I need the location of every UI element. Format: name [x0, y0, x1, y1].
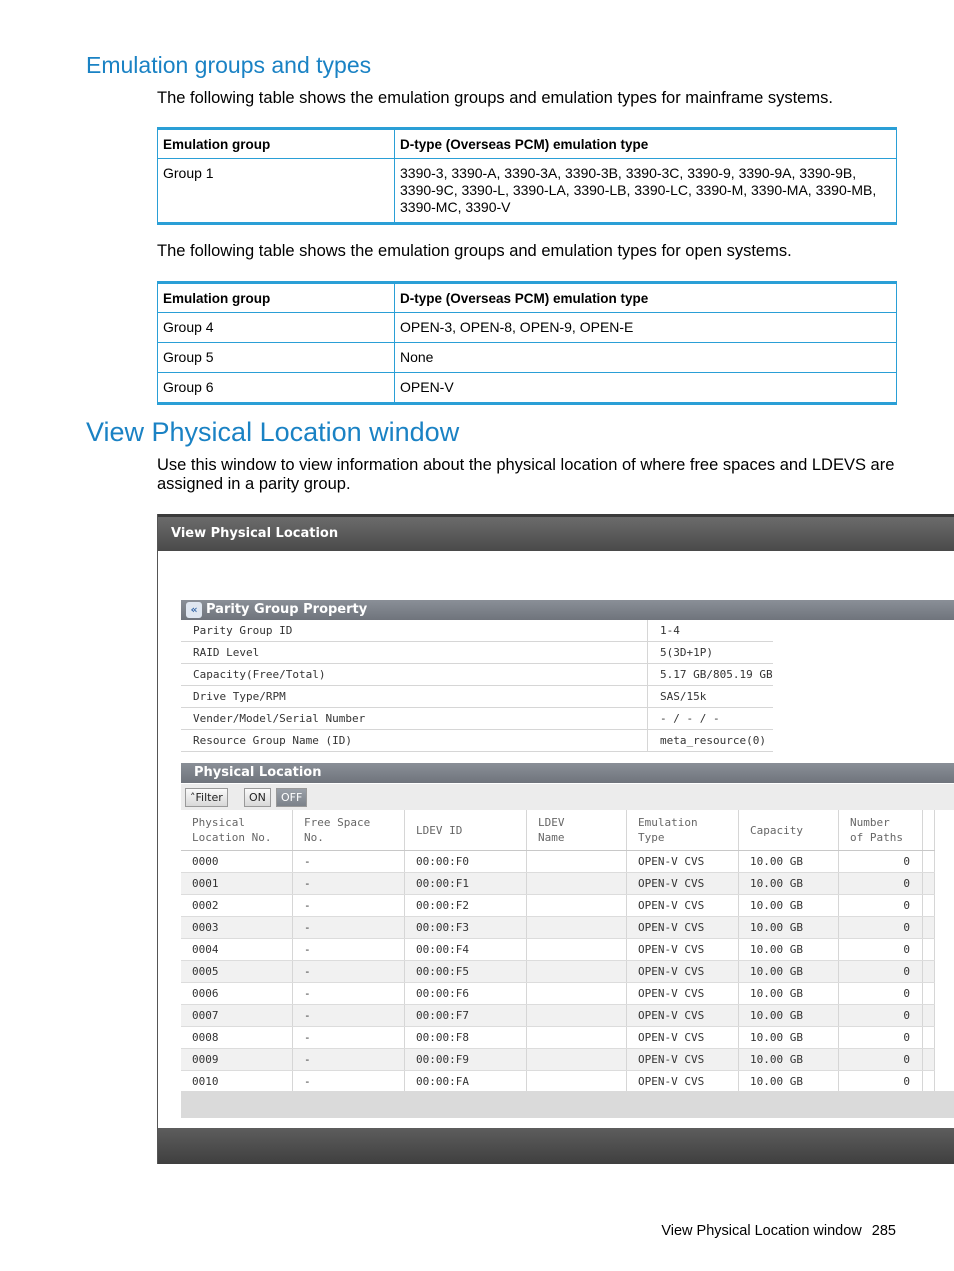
column-header[interactable]: LDEV Name: [527, 810, 627, 851]
table-cell: 0: [839, 895, 923, 917]
column-header[interactable]: Free Space No.: [293, 810, 405, 851]
table-cell: [527, 961, 627, 983]
property-row: [181, 642, 773, 664]
filter-button[interactable]: ˄Filter: [185, 788, 228, 807]
table-cell: 10.00 GB: [739, 917, 839, 939]
column-header[interactable]: Capacity: [739, 810, 839, 851]
open-emulation-table: [157, 281, 897, 405]
table-cell: -: [293, 1049, 405, 1071]
table-cell: 0007: [181, 1005, 293, 1027]
table-cell-filler: [923, 1049, 935, 1071]
table-cell-filler: [923, 873, 935, 895]
table-row[interactable]: [181, 851, 935, 873]
table-cell: OPEN-V CVS: [627, 939, 739, 961]
table-cell: -: [293, 983, 405, 1005]
property-label: Resource Group Name (ID): [181, 730, 648, 752]
physical-location-header: [181, 763, 954, 783]
table-cell: [527, 1005, 627, 1027]
table-cell-filler: [923, 851, 935, 873]
table-cell: [527, 1027, 627, 1049]
table-cell: 0: [839, 939, 923, 961]
page-number: 285: [871, 1223, 896, 1239]
table-cell: [527, 1071, 627, 1093]
table-cell: 0: [839, 983, 923, 1005]
property-label: Drive Type/RPM: [181, 686, 648, 708]
table-cell: 00:00:F3: [405, 917, 527, 939]
property-value: 5.17 GB/805.19 GB: [648, 664, 773, 686]
table-cell: OPEN-V CVS: [627, 1071, 739, 1093]
table-cell: -: [293, 873, 405, 895]
property-value: meta_resource(0): [648, 730, 773, 752]
table-cell: 0: [839, 873, 923, 895]
parity-group-property-table: [181, 620, 773, 752]
table-cell-filler: [923, 939, 935, 961]
table-cell: 0: [839, 961, 923, 983]
table-cell: 0: [839, 851, 923, 873]
table-cell: 00:00:F7: [405, 1005, 527, 1027]
table-cell: 00:00:F6: [405, 983, 527, 1005]
table-cell: OPEN-V CVS: [627, 1005, 739, 1027]
table-cell-filler: [923, 917, 935, 939]
table-cell: 10.00 GB: [739, 1027, 839, 1049]
property-row: [181, 664, 773, 686]
mainframe-intro: The following table shows the emulation groups and emulation types for mainframe systems.: [157, 89, 833, 107]
property-label: Capacity(Free/Total): [181, 664, 648, 686]
property-label: RAID Level: [181, 642, 648, 664]
footer-title: View Physical Location window: [661, 1223, 862, 1239]
property-label: Parity Group ID: [181, 620, 648, 642]
table-cell: 0: [839, 1027, 923, 1049]
table-cell-filler: [923, 983, 935, 1005]
column-header[interactable]: LDEV ID: [405, 810, 527, 851]
table-cell: 0: [839, 1005, 923, 1027]
table-row[interactable]: [181, 983, 935, 1005]
table-header: D-type (Overseas PCM) emulation type: [395, 129, 897, 159]
table-cell-filler: [923, 1071, 935, 1093]
view-intro: Use this window to view information about the physical location of where free spaces and LDEVS are assigned in a parity group.: [157, 456, 895, 493]
column-filler: [923, 810, 935, 851]
table-cell: -: [293, 851, 405, 873]
table-cell: OPEN-V CVS: [627, 1049, 739, 1071]
table-cell: [527, 1049, 627, 1071]
column-header[interactable]: Physical Location No.: [181, 810, 293, 851]
table-cell: 00:00:F4: [405, 939, 527, 961]
table-row: Group 1 3390-3, 3390-A, 3390-3A, 3390-3B, 3390-3C, 3390-9, 3390-9A, 3390-9B, 3390-9C, 3390-L, 3390-LA, 3390-LB, 3390-LC, 3390-M, 3390-MA, 3390-MB, 3390-MC, 3390-V: [158, 159, 897, 224]
column-header[interactable]: Emulation Type: [627, 810, 739, 851]
property-row: [181, 620, 773, 642]
physical-location-table: [181, 810, 935, 1093]
section-title: Physical Location: [194, 765, 322, 780]
table-cell: 00:00:F1: [405, 873, 527, 895]
table-cell: 00:00:F8: [405, 1027, 527, 1049]
table-cell: 00:00:FA: [405, 1071, 527, 1093]
window-title: View Physical Location: [158, 514, 954, 551]
table-cell: [527, 983, 627, 1005]
table-cell: 0006: [181, 983, 293, 1005]
table-header: D-type (Overseas PCM) emulation type: [395, 283, 897, 313]
table-cell-filler: [923, 1005, 935, 1027]
table-cell-filler: [923, 961, 935, 983]
open-intro: The following table shows the emulation groups and emulation types for open systems.: [157, 242, 792, 260]
page-footer: [651, 1223, 896, 1239]
table-cell: [527, 917, 627, 939]
table-row[interactable]: [181, 873, 935, 895]
column-header[interactable]: Number of Paths: [839, 810, 923, 851]
table-cell: 10.00 GB: [739, 851, 839, 873]
table-row: Group 4 OPEN-3, OPEN-8, OPEN-9, OPEN-E: [158, 313, 897, 343]
table-row[interactable]: [181, 1005, 935, 1027]
property-label: Vender/Model/Serial Number: [181, 708, 648, 730]
table-cell: 10.00 GB: [739, 1049, 839, 1071]
table-cell: 0005: [181, 961, 293, 983]
table-cell: -: [293, 961, 405, 983]
property-value: 1-4: [648, 620, 773, 642]
table-cell: 0: [839, 1071, 923, 1093]
double-chevron-up-icon[interactable]: «: [186, 602, 202, 618]
table-cell: 0000: [181, 851, 293, 873]
table-cell: 0002: [181, 895, 293, 917]
table-cell: OPEN-V CVS: [627, 1027, 739, 1049]
table-cell: 0009: [181, 1049, 293, 1071]
table-cell: 0004: [181, 939, 293, 961]
window-footer-bar: [158, 1128, 954, 1164]
filter-on-button[interactable]: ON: [244, 788, 271, 807]
table-cell: 10.00 GB: [739, 939, 839, 961]
table-row[interactable]: [181, 1071, 935, 1093]
mainframe-emulation-table: [157, 127, 897, 225]
table-row[interactable]: [181, 961, 935, 983]
table-cell: 10.00 GB: [739, 961, 839, 983]
table-cell: -: [293, 1071, 405, 1093]
table-cell: OPEN-V CVS: [627, 895, 739, 917]
table-cell: -: [293, 939, 405, 961]
property-row: [181, 708, 773, 730]
section-heading-view-physical-location: View Physical Location window: [86, 417, 460, 447]
table-row: Group 6 OPEN-V: [158, 373, 897, 404]
table-cell: -: [293, 1005, 405, 1027]
table-cell: OPEN-V CVS: [627, 851, 739, 873]
table-cell: 10.00 GB: [739, 1071, 839, 1093]
table-cell: 0003: [181, 917, 293, 939]
table-cell: -: [293, 1027, 405, 1049]
table-cell: 10.00 GB: [739, 873, 839, 895]
table-cell: [527, 851, 627, 873]
table-row[interactable]: [181, 1049, 935, 1071]
table-cell: [527, 939, 627, 961]
table-row: Group 5 None: [158, 343, 897, 373]
table-cell: 00:00:F2: [405, 895, 527, 917]
table-cell: 0008: [181, 1027, 293, 1049]
property-value: 5(3D+1P): [648, 642, 773, 664]
table-cell: 10.00 GB: [739, 983, 839, 1005]
parity-group-property-header[interactable]: [181, 600, 954, 620]
table-cell-filler: [923, 895, 935, 917]
table-cell: -: [293, 917, 405, 939]
view-physical-location-screenshot: [157, 514, 954, 1164]
table-header: Emulation group: [158, 129, 395, 159]
table-cell: 0010: [181, 1071, 293, 1093]
table-header: Emulation group: [158, 283, 395, 313]
table-cell: OPEN-V CVS: [627, 983, 739, 1005]
property-row: [181, 730, 773, 752]
table-cell: OPEN-V CVS: [627, 873, 739, 895]
table-empty-area: [181, 1091, 954, 1118]
property-value: SAS/15k: [648, 686, 773, 708]
section-title: Parity Group Property: [206, 602, 368, 617]
table-cell: 0001: [181, 873, 293, 895]
table-row[interactable]: [181, 917, 935, 939]
table-cell: 0: [839, 917, 923, 939]
table-cell: 00:00:F0: [405, 851, 527, 873]
table-cell: 0: [839, 1049, 923, 1071]
table-row[interactable]: [181, 1027, 935, 1049]
table-cell: -: [293, 895, 405, 917]
property-value: - / - / -: [648, 708, 773, 730]
chevron-up-icon: ˄: [190, 791, 196, 804]
physical-location-toolbar: [181, 784, 954, 810]
filter-off-button[interactable]: OFF: [276, 788, 307, 807]
table-row[interactable]: [181, 895, 935, 917]
table-cell: [527, 873, 627, 895]
table-row[interactable]: [181, 939, 935, 961]
table-cell: OPEN-V CVS: [627, 917, 739, 939]
table-cell: 00:00:F5: [405, 961, 527, 983]
table-cell: 10.00 GB: [739, 1005, 839, 1027]
table-cell: 10.00 GB: [739, 895, 839, 917]
table-cell: 00:00:F9: [405, 1049, 527, 1071]
property-row: [181, 686, 773, 708]
table-cell: [527, 895, 627, 917]
table-cell: OPEN-V CVS: [627, 961, 739, 983]
table-cell-filler: [923, 1027, 935, 1049]
section-heading-emulation: Emulation groups and types: [86, 52, 372, 78]
